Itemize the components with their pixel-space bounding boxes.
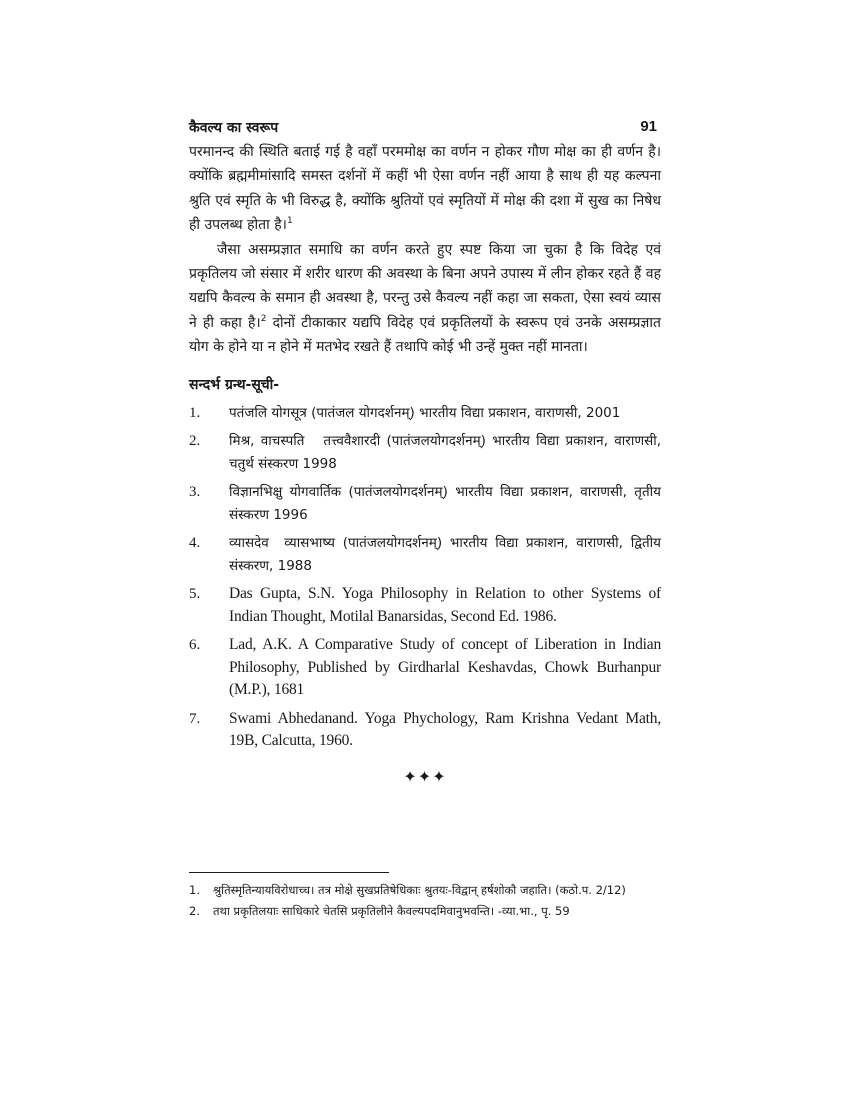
- footnote-mark-2: 2: [260, 313, 267, 324]
- footnote-item: [189, 880, 661, 901]
- footnote-item: [189, 901, 661, 922]
- paragraph-1-text: परमानन्द की स्थिति बताई गई है वहाँ परममोक्ष का वर्णन न होकर गौण मोक्ष का ही वर्णन है। क्योंकि ब्रह्ममीमांसादि समस्त दर्शनों में कहीं भी ऐसा वर्णन नहीं आया है साथ ही यह कल्पना श्रुति एवं स्मृति के भी विरुद्ध है, क्योंकि श्रुतियों एवं स्मृतियों में मोक्ष की दशा में सुख का निषेध ही उपलब्ध होता है।: [189, 144, 661, 234]
- reference-number: 5.: [189, 586, 201, 603]
- reference-text: मिश्र, वाचस्पति तत्त्ववैशारदी (पातंजलयोगदर्शनम्) भारतीय विद्या प्रकाशन, वाराणसी, चतुर्थ संस्करण 1998: [229, 433, 666, 472]
- footnote-mark-1: 1: [286, 216, 293, 227]
- reference-text: Das Gupta, S.N. Yoga Philosophy in Relation to other Systems of Indian Thought, Motilal Banarsidas, Second Ed. 1986.: [229, 585, 661, 625]
- reference-text: पतंजलि योगसूत्र (पातंजल योगदर्शनम्) भारतीय विद्या प्रकाशन, वाराणसी, 2001: [229, 404, 621, 421]
- paragraph-2-text: जैसा असम्प्रज्ञात समाधि का वर्णन करते हुए स्पष्ट किया जा चुका है कि विदेह एवं प्रकृतिलय जो संसार में शरीर धारण की अवस्था के बिना अपने उपास्य में लीन होकर रहते हैं वह यद्यपि कैवल्य के समान ही अवस्था है, परन्तु उसे कैवल्य नहीं कहा जा सकता, ऐसा स्वयं व्यास ने ही कहा है।: [189, 241, 661, 331]
- reference-text: विज्ञानभिक्षु योगवार्तिक (पातंजलयोगदर्शनम्) भारतीय विद्या प्रकाशन, वाराणसी, तृतीय संस्करण 1996: [229, 484, 661, 523]
- footnote-divider: [189, 872, 389, 873]
- reference-text: Swami Abhedanand. Yoga Phychology, Ram Krishna Vedant Math, 19B, Calcutta, 1960.: [229, 709, 661, 750]
- footnote-number: 2.: [189, 904, 200, 918]
- paragraph-2-continuation: दोनों टीकाकार यद्यपि विदेह एवं प्रकृतिलयों के स्वरूप एवं उनके असम्प्रज्ञात योग के होने या न होने में मतभेद रखते हैं तथापि कोई भी उन्हें मुक्त नहीं मानता।: [189, 314, 661, 356]
- reference-number: 7.: [189, 710, 201, 727]
- reference-item: [189, 430, 666, 475]
- page-body: [189, 112, 666, 786]
- reference-item: [189, 481, 661, 526]
- reference-text: Lad, A.K. A Comparative Study of concept of Liberation in Indian Philosophy, Published by Girdharlal Keshavdas, Chowk Burhanpur (M.P.), 1681: [229, 636, 661, 699]
- reference-item: [189, 402, 661, 425]
- paragraph-2: [189, 238, 661, 360]
- reference-item: [189, 532, 666, 577]
- reference-item: [189, 634, 661, 702]
- footnote-number: 1.: [189, 883, 200, 897]
- reference-item: [189, 708, 661, 753]
- section-end-ornament: ✦✦✦: [403, 766, 447, 786]
- paragraph-1: [189, 140, 661, 238]
- reference-item: [189, 583, 661, 628]
- chapter-title: कैवल्य का स्वरूप: [189, 120, 279, 136]
- running-header: [189, 112, 661, 140]
- references-heading: सन्दर्भ ग्रन्थ-सूची-: [189, 376, 280, 393]
- reference-number: 3.: [189, 484, 201, 501]
- reference-list: [189, 402, 666, 753]
- footnotes: [189, 880, 661, 922]
- reference-text: व्यासदेव व्यासभाष्य (पातंजलयोगदर्शनम्) भारतीय विद्या प्रकाशन, वाराणसी, द्वितीय संस्करण, 1988: [229, 535, 666, 574]
- reference-number: 6.: [189, 637, 201, 654]
- reference-number: 1.: [189, 404, 201, 421]
- footnote-text: तथा प्रकृतिलयाः साधिकारे चेतसि प्रकृतिलीने कैवल्यपदमिवानुभवन्ति। -व्या.भा., पृ. 59: [213, 904, 570, 918]
- reference-number: 2.: [189, 433, 201, 450]
- reference-number: 4.: [189, 535, 201, 552]
- footnote-text: श्रुतिस्मृतिन्यायविरोधाच्च। तत्र मोक्षे सुखप्रतिषेधिकाः श्रुतयः-विद्वान् हर्षशोकौ जहाति। (कठो.प. 2/12): [213, 883, 626, 897]
- page-number: 91: [640, 118, 657, 135]
